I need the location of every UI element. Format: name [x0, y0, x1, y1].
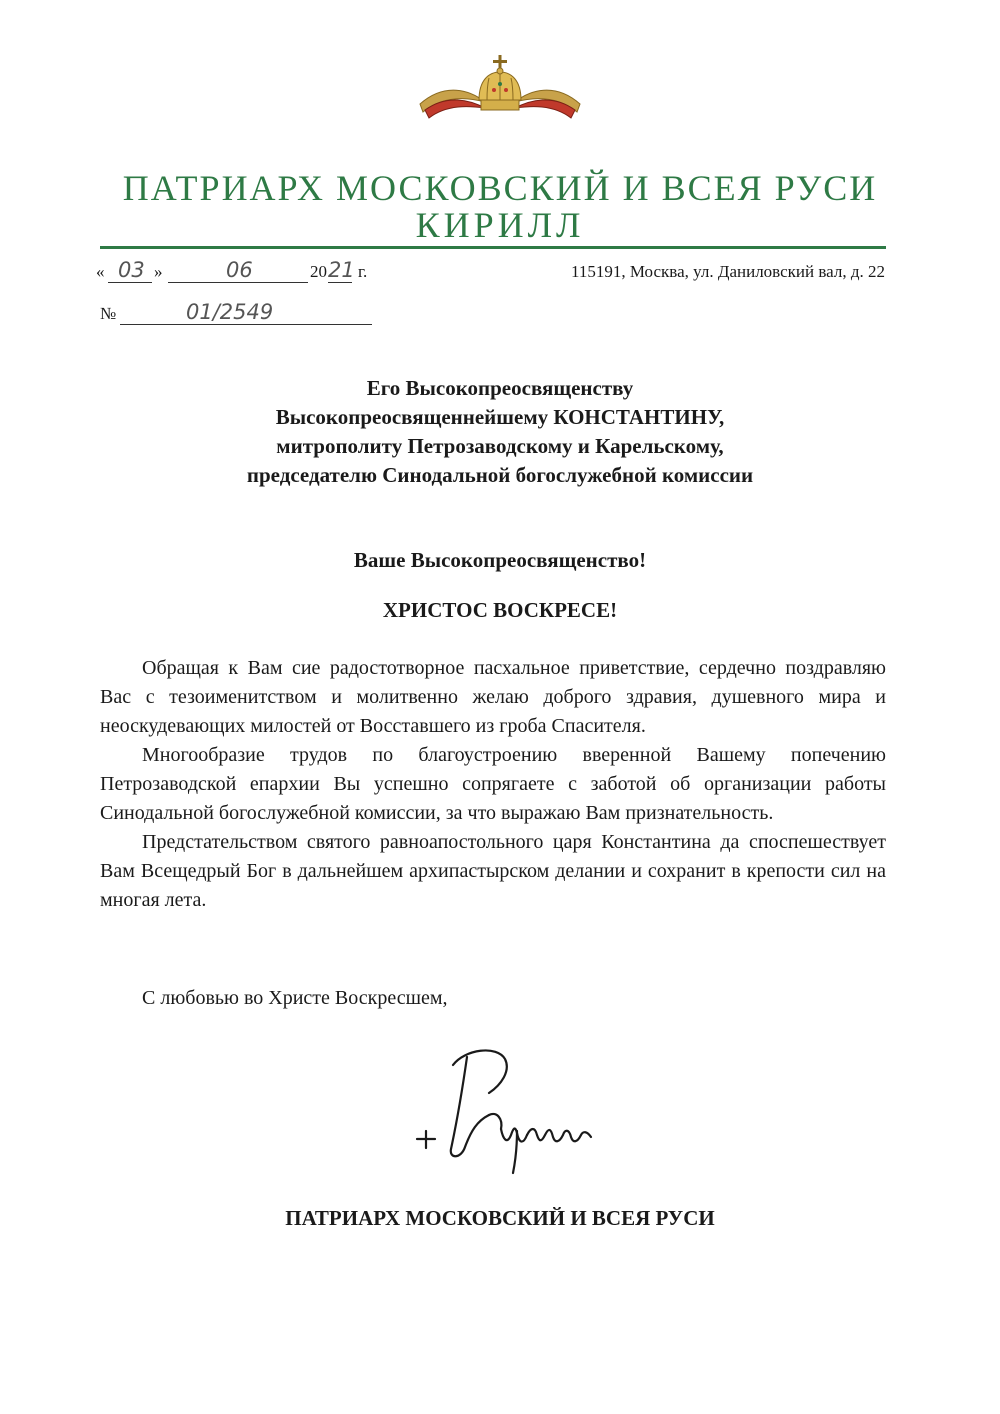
date-day-underline [108, 282, 152, 283]
salutation: Ваше Высокопреосвященство! [353, 548, 647, 572]
document-number-field [100, 300, 380, 328]
letter-body [100, 654, 886, 915]
handwritten-signature [405, 1035, 605, 1175]
patriarch-crown-emblem-icon [415, 52, 585, 132]
number-label: № [100, 304, 117, 323]
number-underline [120, 324, 372, 325]
date-field [96, 258, 396, 286]
body-paragraph-3: Предстательством святого равноапостольного царя Константина да споспешествует Вам Всещедрый Бог в дальнейшем архипастырском делании и сохранит в крепости сил на многая лета. [100, 831, 886, 911]
letterhead-title: ПАТРИАРХ МОСКОВСКИЙ И ВСЕЯ РУСИ [122, 168, 878, 208]
signatory-title: ПАТРИАРХ МОСКОВСКИЙ И ВСЕЯ РУСИ [285, 1206, 715, 1230]
date-close-quote: » [154, 262, 163, 281]
number-value: 01/2549 [186, 300, 274, 324]
date-month: 06 [226, 258, 253, 282]
sender-address: 115191, Москва, ул. Даниловский вал, д. 22 [570, 262, 885, 281]
easter-greeting: ХРИСТОС ВОСКРЕСЕ! [382, 598, 618, 622]
addressee-line-3: митрополиту Петрозаводскому и Карельскому, [276, 434, 724, 458]
addressee-line-4: председателю Синодальной богослужебной комиссии [246, 463, 754, 487]
date-year-underline [328, 282, 352, 283]
date-year-prefix: 20 [310, 262, 327, 281]
letterhead-divider [100, 246, 886, 249]
body-paragraph-1: Обращая к Вам сие радостотворное пасхальное приветствие, сердечно поздравляю Вас с тезоименитством и молитвенно желаю доброго здравия, душевного мира и неоскудевающих милостей от Восставшего из гроба Спасителя. [100, 657, 886, 737]
date-month-underline [168, 282, 308, 283]
date-year-suffix: 21 [328, 258, 355, 282]
body-paragraph-2: Многообразие трудов по благоустроению вверенной Вашему попечению Петрозаводской епархии Вы успешно сопрягаете с заботой об организации работы Синодальной богослужебной комиссии, за что выражаю Вам признательность. [100, 744, 886, 824]
closing-phrase: С любовью во Христе Воскресшем, [142, 987, 448, 1009]
addressee-line-2: Высокопреосвященнейшему КОНСТАНТИНУ, [275, 405, 725, 429]
letterhead-name: КИРИЛЛ [415, 205, 585, 245]
date-day: 03 [118, 258, 145, 282]
addressee-line-1: Его Высокопреосвященству [366, 376, 634, 400]
addressee-block [0, 374, 1000, 490]
date-open-quote: « [96, 262, 105, 281]
date-year-label: г. [358, 262, 368, 281]
